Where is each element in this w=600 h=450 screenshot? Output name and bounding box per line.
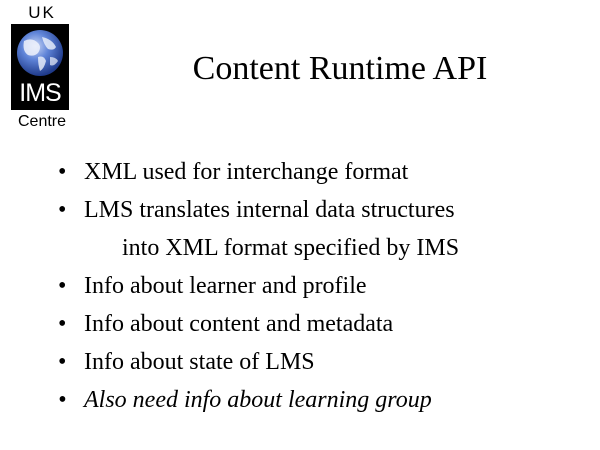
logo-name: IMS xyxy=(19,79,61,107)
logo-bottom-text: Centre xyxy=(17,113,67,130)
globe-icon xyxy=(14,27,66,79)
ims-logo xyxy=(0,0,84,134)
bullet-item: • Also need info about learning group xyxy=(58,381,588,419)
bullet-item-continuation: into XML format specified by IMS xyxy=(122,235,460,261)
bullet-item: • Info about content and metadata xyxy=(58,305,588,343)
bullet-item: • XML used for interchange format xyxy=(58,153,588,191)
bullet-list xyxy=(58,153,588,419)
slide-title: Content Runtime API xyxy=(192,50,488,87)
logo-box xyxy=(11,24,69,110)
bullet-item: • LMS translates internal data structures xyxy=(58,191,588,229)
bullet-item: • Info about state of LMS xyxy=(58,343,588,381)
bullet-item: • Info about learner and profile xyxy=(58,267,588,305)
logo-top-text: UK xyxy=(28,3,56,22)
